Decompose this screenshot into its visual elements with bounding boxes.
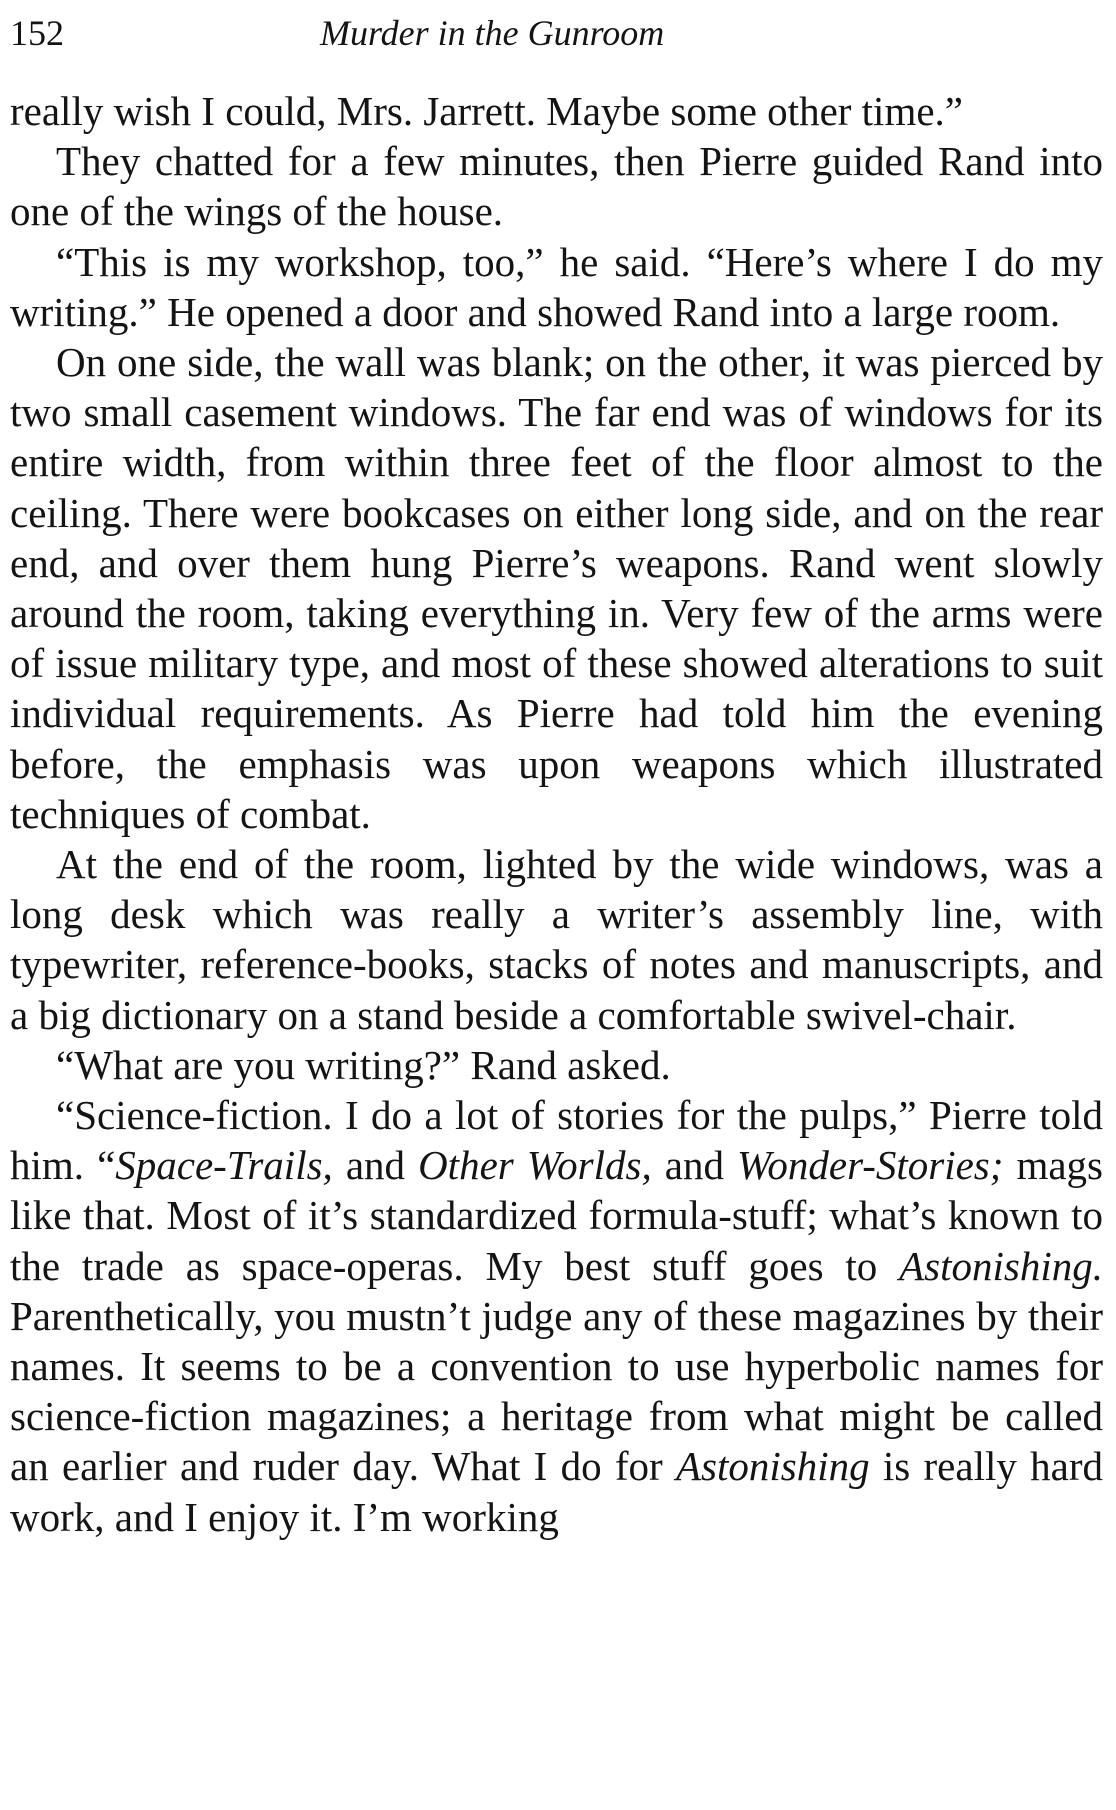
paragraph — [10, 839, 1103, 1040]
paragraph — [10, 337, 1103, 839]
paragraph-text: “What are you writing?” Rand asked. — [56, 1041, 671, 1088]
paragraph-text: and — [651, 1142, 737, 1189]
paragraph-text: and — [332, 1142, 419, 1189]
italic-title-text: Wonder-Stories; — [736, 1142, 1004, 1189]
italic-title-text: Other Worlds, — [418, 1142, 652, 1189]
italic-title-text: Astonishing — [675, 1443, 870, 1490]
paragraph-text: “Science-fiction. I do a lot of stories for the pulps,” Pierre told him. “ — [10, 1092, 1103, 1189]
paragraph-text: really wish I could, Mrs. Jarrett. Maybe some other time.” — [10, 88, 963, 134]
paragraph-text: Parenthetically, you mustn’t judge any of these magazines by their names. It seems to be a convention to use hyperbolic names for science-fiction magazines; a heritage from what might be called an earlier and ruder day. What I do for — [10, 1292, 1103, 1490]
book-page — [10, 8, 1103, 1542]
paragraph-text: mags like that. Most of it’s standardized formula-stuff; what’s known to the trade as space-operas. My best stuff goes to — [10, 1142, 1103, 1289]
paragraph-text: At the end of the room, lighted by the wide windows, was a long desk which was really a writer’s assembly line, with typewriter, reference-books, stacks of notes and manuscripts, and a big dictionary on a stand beside a comfortable swivel-chair. — [10, 841, 1103, 1038]
page-number: 152 — [10, 13, 64, 53]
paragraph-text: On one side, the wall was blank; on the other, it was pierced by two small casement windows. The far end was of windows for its entire width, from within three feet of the floor almost to the ceiling. There were bookcases on either long side, and on the rear end, and over them hung Pierre’s weapons. Rand went slowly around the room, taking everything in. Very few of the arms were of issue military type, and most of these showed alterations to suit individual requirements. As Pierre had told him the evening before, the emphasis was upon weapons which illustrated techniques of combat. — [10, 339, 1103, 837]
paragraph — [10, 86, 1103, 136]
paragraph — [10, 136, 1103, 236]
paragraph — [10, 237, 1103, 337]
book-title: Murder in the Gunroom — [320, 13, 665, 53]
paragraph — [10, 1090, 1103, 1542]
body-text — [10, 86, 1103, 1542]
paragraph-text: “This is my workshop, too,” he said. “Here’s where I do my writing.” He opened a door and showed Rand into a large room. — [10, 238, 1103, 335]
italic-title-text: Astonishing. — [899, 1242, 1103, 1289]
italic-title-text: Space-Trails, — [115, 1142, 333, 1189]
paragraph — [10, 1040, 1103, 1090]
running-head — [10, 8, 1103, 60]
paragraph-text: They chatted for a few minutes, then Pierre guided Rand into one of the wings of the house. — [10, 138, 1103, 235]
paragraph-text: is really hard work, and I enjoy it. I’m working — [10, 1443, 1104, 1540]
